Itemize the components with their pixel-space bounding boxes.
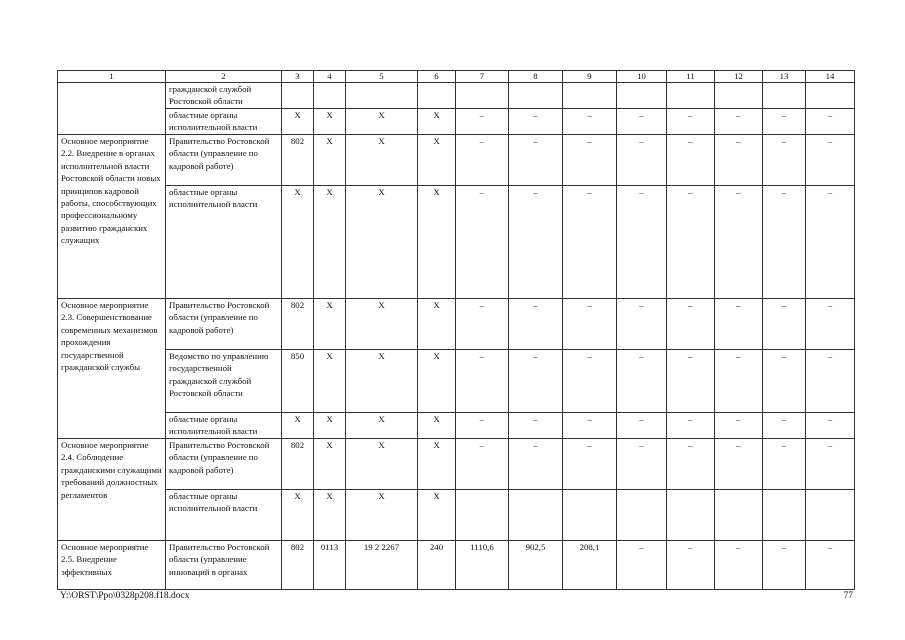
page-number: 77 [843, 591, 853, 601]
measure-cell [58, 83, 166, 135]
measure-cell: Основное мероприятие 2.4. Соблюдение гражданскими служащими требований должностных регламентов [58, 439, 166, 541]
col-header: 4 [314, 71, 346, 83]
table-row: областные органы исполнительной власти X X X X – – – – – – – – [58, 413, 855, 439]
measure-cell: Основное мероприятие 2.2. Внедрение в органах исполнительной власти Ростовской области новых принципов кадровой работы, способствующих профессиональному развитию гражданских служащих [58, 135, 166, 299]
col-header: 6 [418, 71, 456, 83]
executor-cell: Ведомство по управлению государственной гражданской службой Ростовской области [166, 350, 282, 413]
budget-table [57, 70, 855, 590]
col-header: 12 [715, 71, 763, 83]
executor-cell: Правительство Ростовской области (управление инноваций в органах [166, 541, 282, 590]
footer-file-path: Y:\ORST\Ppo\0328p208.f18.docx [60, 591, 190, 601]
table-row: областные органы исполнительной власти X X X X – – – – – – – – [58, 186, 855, 299]
executor-cell: областные органы исполнительной власти [166, 490, 282, 541]
table-row [58, 83, 855, 109]
col-header: 8 [509, 71, 563, 83]
col-header: 9 [563, 71, 617, 83]
executor-cell: Правительство Ростовской области (управление по кадровой работе) [166, 135, 282, 186]
table-row: Основное мероприятие 2.5. Внедрение эффективных Правительство Ростовской области (управление инноваций в органах 802 0113 19 2 2267 240 1110,6 902,5 208,1 – – – – – [58, 541, 855, 590]
col-header: 3 [282, 71, 314, 83]
col-header: 2 [166, 71, 282, 83]
col-header: 7 [456, 71, 509, 83]
table-row: Ведомство по управлению государственной гражданской службой Ростовской области 850 X X X – – – – – – – – [58, 350, 855, 413]
col-header: 1 [58, 71, 166, 83]
col-header: 5 [346, 71, 418, 83]
table-row: Основное мероприятие 2.3. Совершенствование современных механизмов прохождения государственной гражданской службы Правительство Ростовской области (управление по кадровой работе) 802 X X X – – – – – – – – [58, 299, 855, 350]
executor-cell: областные органы исполнительной власти [166, 109, 282, 135]
col-header: 11 [667, 71, 715, 83]
col-header: 13 [763, 71, 806, 83]
measure-cell: Основное мероприятие 2.3. Совершенствование современных механизмов прохождения государственной гражданской службы [58, 299, 166, 439]
col-header: 10 [617, 71, 667, 83]
header-row [58, 71, 855, 83]
executor-cell: областные органы исполнительной власти [166, 413, 282, 439]
executor-cell: областные органы исполнительной власти [166, 186, 282, 299]
col-header: 14 [806, 71, 855, 83]
executor-cell: Правительство Ростовской области (управление по кадровой работе) [166, 299, 282, 350]
table-row: Основное мероприятие 2.2. Внедрение в органах исполнительной власти Ростовской области новых принципов кадровой работы, способствующих профессиональному развитию гражданских служащих Правительство Ростовской области (управление по кадровой работе) 802 X X X – – – – – – – – [58, 135, 855, 186]
executor-cell: гражданской службой Ростовской области [166, 83, 282, 109]
table-row: областные органы исполнительной власти X X X X – – – – – – – – [58, 109, 855, 135]
executor-cell: Правительство Ростовской области (управление по кадровой работе) [166, 439, 282, 490]
measure-cell: Основное мероприятие 2.5. Внедрение эффективных [58, 541, 166, 590]
table-row: областные органы исполнительной власти X X X X [58, 490, 855, 541]
table-row: Основное мероприятие 2.4. Соблюдение гражданскими служащими требований должностных регламентов Правительство Ростовской области (управление по кадровой работе) 802 X X X – – – – – – – – [58, 439, 855, 490]
